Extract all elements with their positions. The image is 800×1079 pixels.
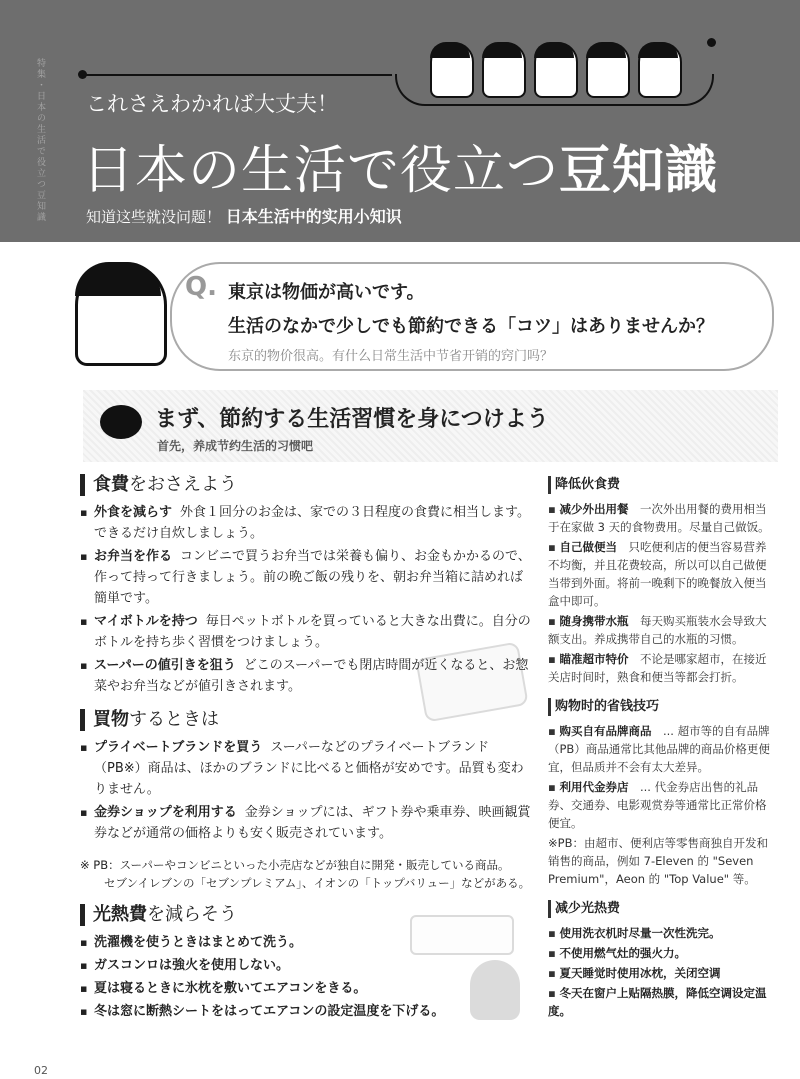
note-line: セブンイレブンの「セブンプレミアム」、イオンの「トップバリュー」などがある。: [104, 876, 531, 890]
side-label: 特集・日本の生活で役立つ豆知識: [35, 58, 45, 223]
sidebar-item-title: 冬天在窗户上贴隔热膜，降低空调设定温度。: [548, 986, 767, 1018]
people-illustration: [430, 42, 682, 98]
sidebar-item-title: 不使用燃气灶的强火力。: [559, 946, 681, 960]
sidebar-item-text: 一次外出用餐的费用相当于在家做 3 天的食物费用。尽量自己做饭。: [548, 502, 770, 534]
list-item: [80, 802, 535, 844]
item-title: プライベートブランドを買う: [94, 740, 263, 755]
sidebar-item: ▪ 冬天在窗户上贴隔热膜，降低空调设定温度。: [548, 986, 767, 1018]
title-light: 日本の生活で役立つ: [82, 141, 560, 201]
list-item: [80, 655, 535, 697]
section-heading: [80, 709, 535, 731]
list-item: [80, 932, 535, 953]
list-item: [80, 502, 535, 544]
person-icon: [482, 42, 526, 98]
page-number: 02: [34, 1064, 48, 1077]
page-title: [82, 128, 718, 203]
list-item: [80, 1001, 535, 1022]
item-title: 冬は窓に断熱シートをはってエアコンの設定温度を下げる。: [94, 1004, 445, 1019]
sidebar-item-title: 购买自有品牌商品: [559, 724, 652, 738]
sidebar-item-title: 自己做便当: [559, 540, 617, 554]
title-bold: 豆知識: [559, 141, 719, 201]
sidebar-item-text: ... 代金券店出售的礼品券、交通券、电影观赏券等通常比正常价格便宜。: [548, 780, 767, 830]
pb-note: [80, 856, 535, 892]
item-title: お弁当を作る: [94, 549, 173, 564]
sidebar-section: [548, 476, 773, 686]
sidebar-item-title: 利用代金券店: [559, 780, 629, 794]
sidebar-item: ▪ 夏天睡觉时使用冰枕，关闭空调: [548, 966, 721, 980]
item-title: ガスコンロは強火を使用しない。: [94, 958, 290, 973]
sidebar-section: [548, 698, 773, 888]
subtitle-zh-light: 知道这些就没问题！: [86, 208, 222, 226]
banner-title: まず、節約する生活習慣を身につけよう: [155, 407, 549, 432]
subtitle-zh-bold: 日本生活中的实用小知识: [225, 207, 402, 226]
section: [80, 709, 535, 844]
sidebar-item-text: 不论是哪家超市，在接近关店时间时，熟食和便当等都会打折。: [548, 652, 767, 684]
person-icon: [430, 42, 474, 98]
list-item: [80, 546, 535, 609]
sidebar-item-text: 每天购买瓶装水会导致大额支出。养成携带自己的水瓶的习惯。: [548, 614, 767, 646]
heading-bold: 光熱費: [93, 904, 147, 925]
item-text: コンビニで買うお弁当では栄養も偏り、お金もかかるので、作って持って行きましょう。前の晩ご飯の残りを、朝お弁当箱に詰めれば簡単です。: [94, 549, 531, 606]
item-title: マイボトルを持つ: [94, 614, 198, 629]
question-zh: 东京的物价很高。有什么日常生活中节省开销的窍门吗？: [228, 349, 554, 364]
item-text: 金券ショップには、ギフト券や乗車券、映画観賞券などが通常の価格よりも安く販売されています。: [94, 805, 531, 841]
sidebar-item: ▪ 瞄准超市特价 不论是哪家超市，在接近关店时间时，熟食和便当等都会打折。: [548, 652, 767, 684]
sidebar-item-title: 减少外出用餐: [559, 502, 629, 516]
section-heading: [80, 904, 535, 926]
piggy-bank-icon: [100, 405, 142, 439]
section-heading: [80, 474, 535, 496]
item-title: 外食を減らす: [94, 505, 173, 520]
item-title: 洗濯機を使うときはまとめて洗う。: [94, 935, 303, 950]
subtitle-ja: これさえわかれば大丈夫！: [86, 92, 338, 116]
sidebar-item: ▪ 使用洗衣机时尽量一次性洗完。: [548, 926, 715, 940]
list-item: [80, 978, 535, 999]
person-icon: [586, 42, 630, 98]
heading-rest: するときは: [129, 709, 219, 730]
person-icon: [638, 42, 682, 98]
sidebar-item-title: 随身携带水瓶: [559, 614, 629, 628]
list-item: [80, 955, 535, 976]
sidebar-section: [548, 900, 773, 1020]
item-text: 毎日ペットボトルを買っていると大きな出費に。自分のボトルを持ち歩く習慣をつけましょう。: [94, 614, 531, 650]
item-text: 外食１回分のお金は、家での３日程度の食費に相当します。できるだけ自炊しましょう。: [94, 505, 530, 541]
main-column: [80, 474, 535, 1034]
sidebar-item-title: 夏天睡觉时使用冰枕，关闭空调: [559, 966, 721, 980]
sidebar-item-title: 使用洗衣机时尽量一次性洗完。: [559, 926, 715, 940]
heading-rest: を減らそう: [147, 904, 237, 925]
question-line1: 東京は物価が高いです。: [228, 282, 425, 303]
heading-bold: 食費: [93, 474, 129, 495]
item-text: スーパーなどのプライベートブランド（PB※）商品は、ほかのブランドに比べると価格が安めです。品質も変わりません。: [94, 740, 524, 797]
line-dot: [707, 38, 716, 47]
list-item: [80, 737, 535, 800]
sidebar-column: [548, 476, 773, 1032]
sidebar-item: ▪ 自己做便当 只吃便利店的便当容易营养不均衡，并且花费较高，所以可以自己做便当带到外面。将前一晚剩下的晚餐放入便当盒中即可。: [548, 540, 767, 608]
section: [80, 474, 535, 697]
list-item: [80, 611, 535, 653]
sidebar-note: ※PB：由超市、便利店等零售商独自开发和销售的商品，例如 7-Eleven 的 "Seven Premium"，Aeon 的 "Top Value" 等。: [548, 836, 768, 886]
banner-subtitle: 首先，养成节约生活的习惯吧: [157, 439, 314, 453]
item-title: 夏は寝るときに氷枕を敷いてエアコンをきる。: [94, 981, 367, 996]
item-title: 金券ショップを利用する: [94, 805, 237, 820]
subtitle-zh: [86, 204, 402, 227]
sidebar-heading: 购物时的省钱技巧: [548, 698, 773, 716]
person-icon: [534, 42, 578, 98]
sidebar-item: ▪ 购买自有品牌商品 ... 超市等的自有品牌（PB）商品通常比其他品牌的商品价格更便宜，但品质并不会有太大差异。: [548, 724, 770, 774]
sidebar-item-text: 只吃便利店的便当容易营养不均衡，并且花费较高，所以可以自己做便当带到外面。将前一晚剩下的晚餐放入便当盒中即可。: [548, 540, 767, 608]
note-line: ※ PB：スーパーやコンビニといった小売店などが独自に開発・販売している商品。: [80, 858, 510, 872]
heading-bold: 買物: [93, 709, 129, 730]
sidebar-item: ▪ 随身携带水瓶 每天购买瓶装水会导致大额支出。养成携带自己的水瓶的习惯。: [548, 614, 767, 646]
sidebar-item-text: ... 超市等的自有品牌（PB）商品通常比其他品牌的商品价格更便宜，但品质并不会有太大差异。: [548, 724, 770, 774]
item-text: どこのスーパーでも閉店時間が近くなると、お惣菜やお弁当などが値引きされます。: [94, 658, 529, 694]
question-line2: 生活のなかで少しでも節約できる「コツ」はありませんか？: [228, 316, 714, 337]
decor-line: [82, 74, 392, 76]
question-mark: Q.: [185, 272, 217, 302]
sidebar-item: ▪ 不使用燃气灶的强火力。: [548, 946, 681, 960]
avatar: [75, 262, 167, 366]
sidebar-item-title: 瞄准超市特价: [559, 652, 629, 666]
sidebar-heading: 减少光热费: [548, 900, 773, 918]
item-title: スーパーの値引きを狙う: [94, 658, 236, 673]
sidebar-item: ▪ 利用代金券店 ... 代金券店出售的礼品券、交通券、电影观赏券等通常比正常价格便宜。: [548, 780, 767, 830]
heading-rest: をおさえよう: [129, 474, 237, 495]
header-banner: [0, 0, 800, 242]
sidebar-heading: 降低伙食费: [548, 476, 773, 494]
section: [80, 904, 535, 1022]
sidebar-item: ▪ 减少外出用餐 一次外出用餐的费用相当于在家做 3 天的食物费用。尽量自己做饭。: [548, 502, 770, 534]
